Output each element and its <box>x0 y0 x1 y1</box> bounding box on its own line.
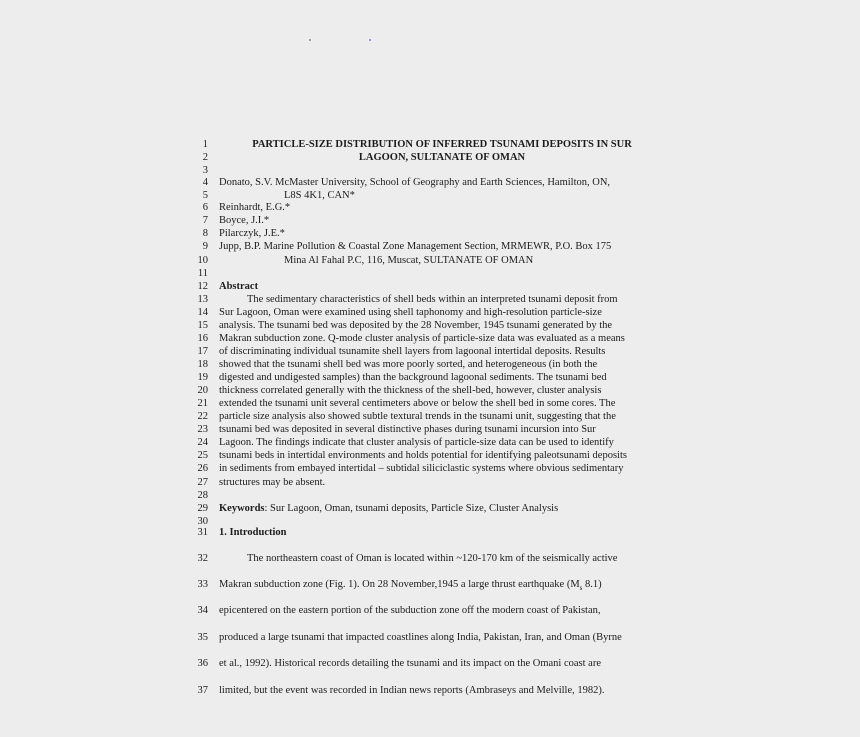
line-text: of discriminating individual tsunamite shell layers from lagoonal intertidal deposits. Results <box>219 346 606 357</box>
line-number: 35 <box>197 632 208 643</box>
line-number: 21 <box>197 398 208 409</box>
line-text: Sur Lagoon, Oman were examined using shell taphonomy and high-resolution particle-size <box>219 307 602 318</box>
line-number: 33 <box>197 579 208 590</box>
line-text: in sediments from embayed intertidal – subtidal siliciclastic systems where obvious sedimentary <box>219 463 624 474</box>
line-number: 9 <box>202 241 208 252</box>
line-number: 36 <box>197 658 208 669</box>
line-text: Mina Al Fahal P.C, 116, Muscat, SULTANATE OF OMAN <box>284 255 534 266</box>
line-number: 22 <box>197 411 208 422</box>
line-number: 29 <box>197 503 208 514</box>
keywords-label: Keywords <box>219 503 265 514</box>
line-number: 34 <box>197 605 208 616</box>
line-text: et al., 1992). Historical records detailing the tsunami and its impact on the Omani coast are <box>219 658 601 669</box>
line-number: 24 <box>197 437 208 448</box>
line-text: produced a large tsunami that impacted coastlines along India, Pakistan, Iran, and Oman (Byrne <box>219 632 622 643</box>
line-number: 19 <box>197 372 208 383</box>
line-number: 18 <box>197 359 208 370</box>
line-text: Makran subduction zone. Q-mode cluster analysis of particle-size data was evaluated as a means <box>219 333 625 344</box>
line-number: 16 <box>197 333 208 344</box>
line-number: 31 <box>197 527 208 538</box>
line-number: 32 <box>197 553 208 564</box>
line-number: 12 <box>197 281 208 292</box>
line-text: analysis. The tsunami bed was deposited by the 28 November, 1945 tsunami generated by the <box>219 320 613 331</box>
line-text: structures may be absent. <box>219 477 326 488</box>
line-text: Makran subduction zone (Fig. 1). On 28 November,1945 a large thrust earthquake ($M_s$ 8.1) <box>219 579 602 593</box>
line-text: epicentered on the eastern portion of the subduction zone off the modern coast of Pakistan, <box>219 605 601 616</box>
line-number: 5 <box>202 190 208 201</box>
line-text: digested and undigested samples) than the background lagoonal sediments. The tsunami bed <box>219 372 607 383</box>
line-text: tsunami beds in intertidal environments and holds potential for identifying paleotsunami deposits <box>219 450 627 461</box>
line-text: Donato, S.V. McMaster University, School of Geography and Earth Sciences, Hamilton, ON, <box>219 177 611 188</box>
line-text: The northeastern coast of Oman is located within ~120-170 km of the seismically active <box>247 553 618 564</box>
line-number: 37 <box>197 685 208 696</box>
line-text: Abstract <box>219 281 259 292</box>
line-number: 26 <box>197 463 208 474</box>
line-text: tsunami bed was deposited in several distinctive phases during tsunami incursion into Sur <box>219 424 596 435</box>
line-number: 20 <box>197 385 208 396</box>
line-number: 27 <box>197 477 208 488</box>
line-number: 4 <box>202 177 208 188</box>
line-number: 28 <box>197 490 208 501</box>
line-number: 6 <box>202 202 208 213</box>
line-number: 13 <box>197 294 208 305</box>
line-text: PARTICLE-SIZE DISTRIBUTION OF INFERRED TSUNAMI DEPOSITS IN SUR <box>252 139 632 150</box>
line-text: Boyce, J.I.* <box>219 215 270 226</box>
line-text: Jupp, B.P. Marine Pollution & Coastal Zone Management Section, MRMEWR, P.O. Box 175 <box>219 241 612 252</box>
line-text: The sedimentary characteristics of shell beds within an interpreted tsunami deposit from <box>247 294 618 305</box>
line-number: 30 <box>197 516 208 527</box>
line-number: 1 <box>202 139 208 150</box>
line-number: 11 <box>197 268 208 279</box>
line-number: 7 <box>202 215 208 226</box>
line-text: limited, but the event was recorded in Indian news reports (Ambraseys and Melville, 1982). <box>219 685 605 696</box>
line-text: Reinhardt, E.G.* <box>219 202 291 213</box>
line-text: Keywords: Sur Lagoon, Oman, tsunami deposits, Particle Size, Cluster Analysis <box>219 503 559 514</box>
line-text: particle size analysis also showed subtle textural trends in the tsunami unit, suggesting that the <box>219 411 616 422</box>
line-text: Lagoon. The findings indicate that cluster analysis of particle-size data can be used to identify <box>219 437 614 448</box>
line-text: 1. Introduction <box>219 527 287 538</box>
line-number: 23 <box>197 424 208 435</box>
line-text: extended the tsunami unit several centimeters above or below the shell bed in some cores. The <box>219 398 616 409</box>
line-text: thickness correlated generally with the thickness of the shell-bed, however, cluster analysis <box>219 385 602 396</box>
line-number: 15 <box>197 320 208 331</box>
line-number: 17 <box>197 346 208 357</box>
line-number: 25 <box>197 450 208 461</box>
line-number: 14 <box>197 307 208 318</box>
line-number: 3 <box>202 165 208 176</box>
line-text: showed that the tsunami shell bed was more poorly sorted, and heterogeneous (in both the <box>219 359 598 370</box>
line-text: LAGOON, SULTANATE OF OMAN <box>358 152 526 163</box>
line-text: L8S 4K1, CAN* <box>284 190 355 201</box>
line-number: 2 <box>202 152 208 163</box>
line-text: Pilarczyk, J.E.* <box>219 228 285 239</box>
line-number: 10 <box>197 255 208 266</box>
line-number: 8 <box>202 228 208 239</box>
